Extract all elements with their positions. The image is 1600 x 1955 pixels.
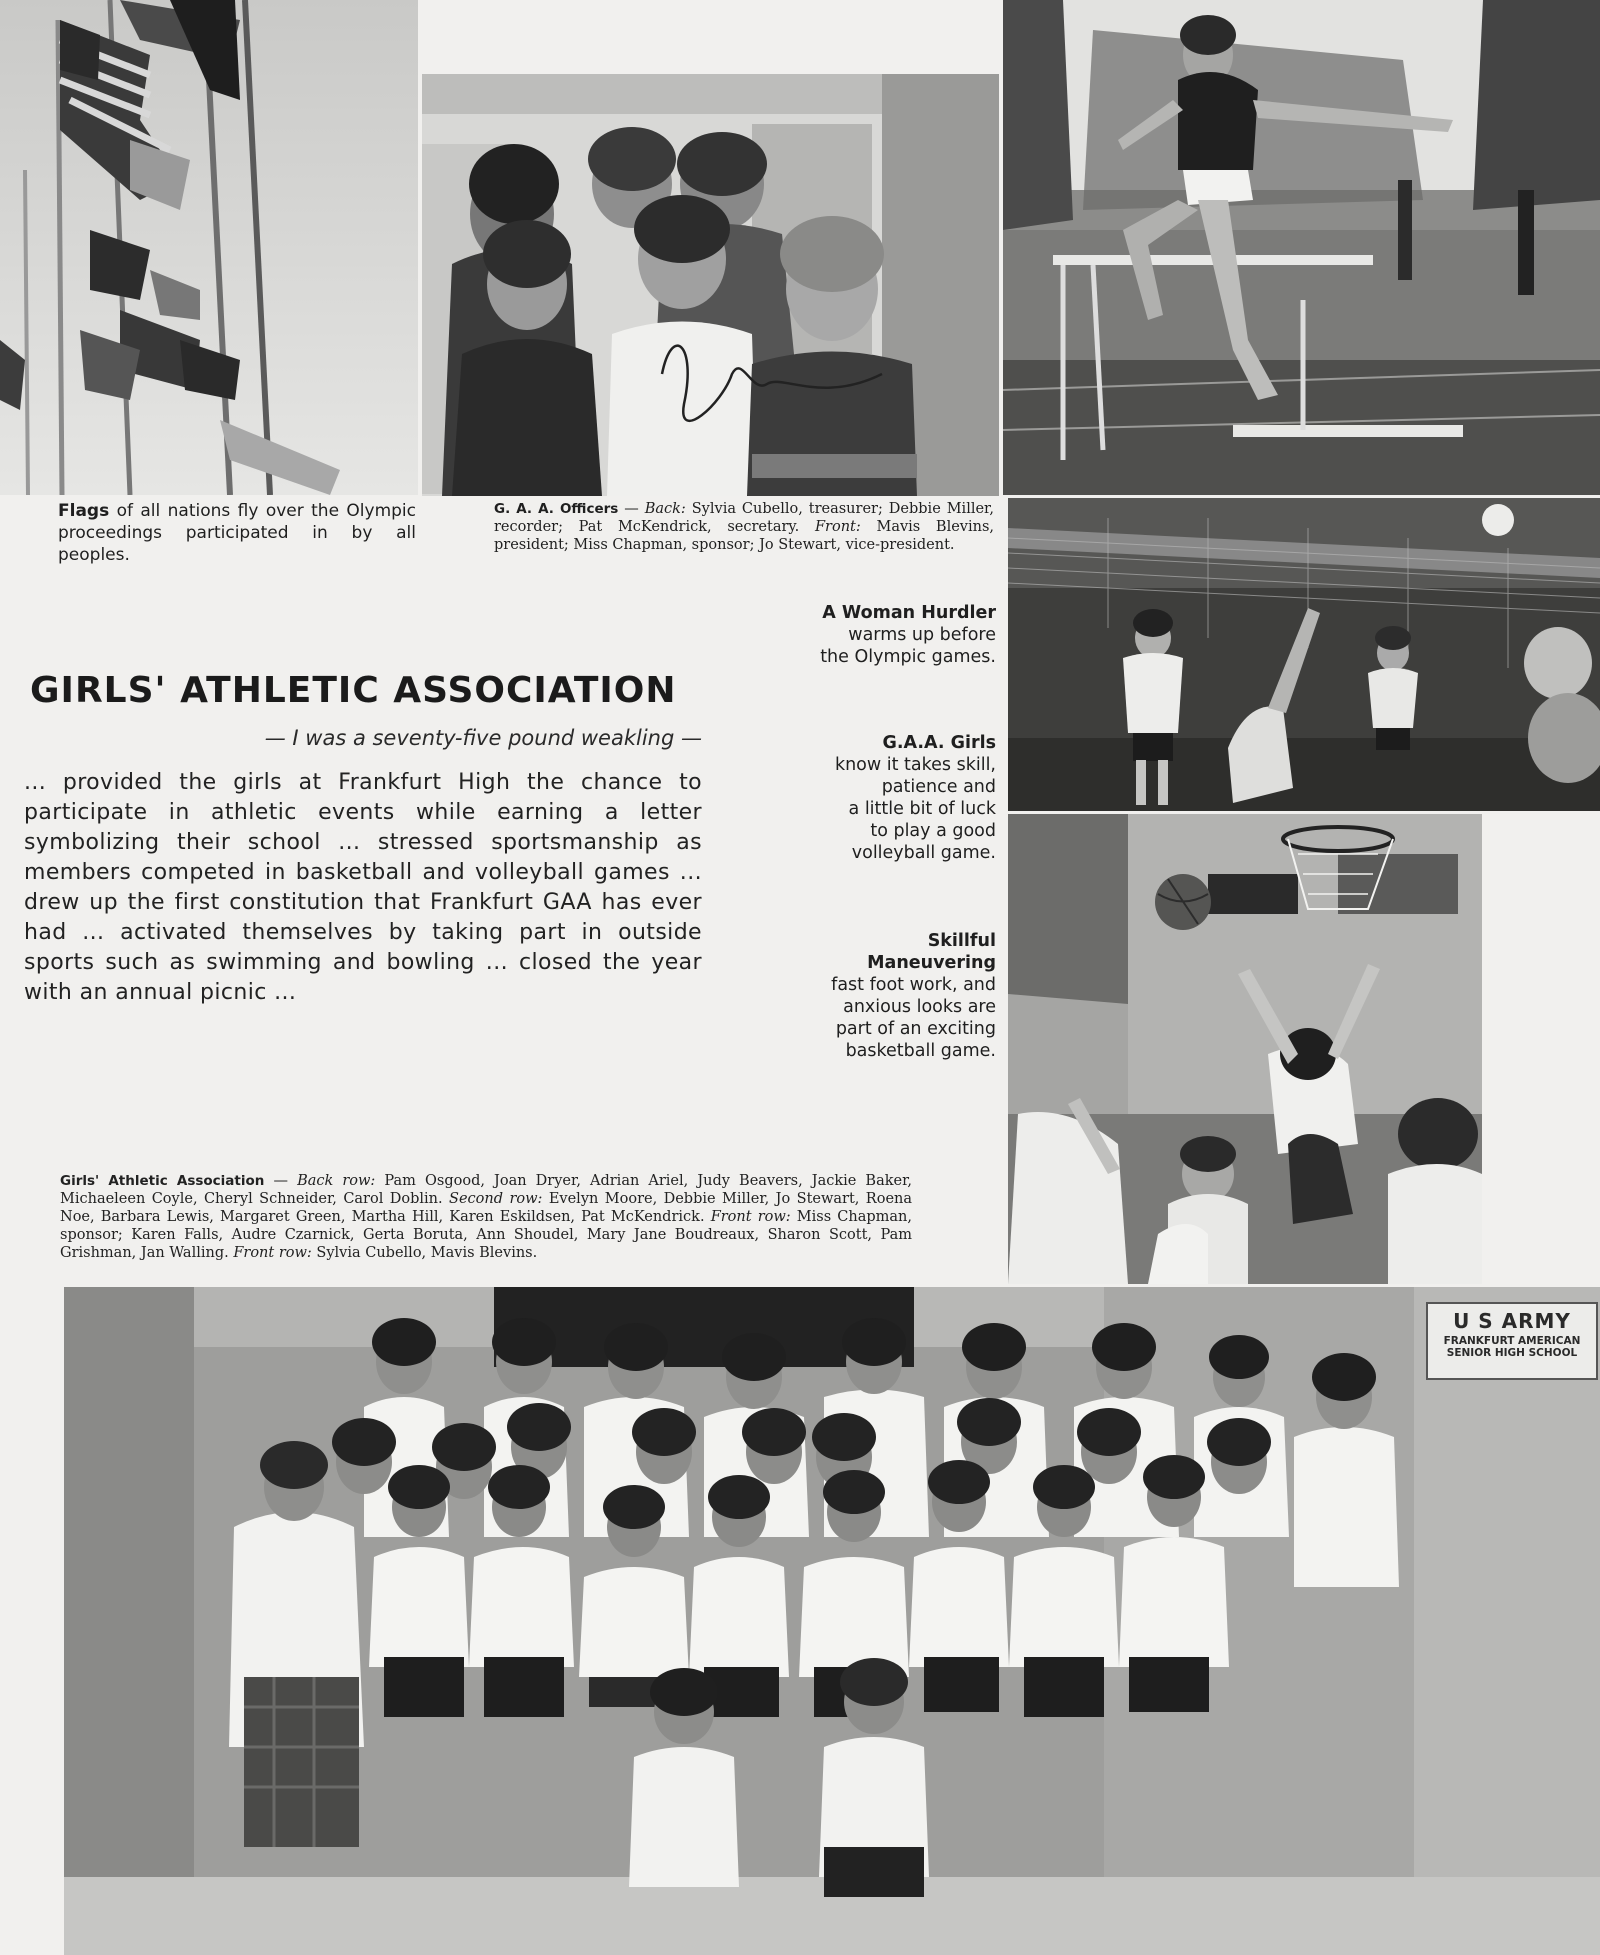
basketball-photo [1008,814,1482,1284]
army-sign [1427,1303,1597,1379]
page-title: GIRLS' ATHLETIC ASSOCIATION [30,670,677,711]
basketball-caption-line-3: part of an exciting [835,1019,996,1039]
hurdler-caption-heading: A Woman Hurdler [822,603,996,623]
officers-front-label: Front: [814,519,861,535]
volleyball-caption-line-1: know it takes skill, [834,755,996,775]
roster-front1-label: Front row: [710,1209,791,1225]
officers-back-label: Back: [644,501,686,517]
roster-heading: Girls' Athletic Association [60,1173,265,1189]
volleyball-caption-line-2: patience and [881,777,996,797]
roster-dash: — [273,1173,288,1189]
hurdler-photo [1003,0,1600,495]
basketball-caption-line-1: fast foot work, and [831,975,996,995]
officers-caption-heading: G. A. A. Officers [494,501,619,517]
roster-front2-label: Front row: [233,1245,312,1261]
officers-caption [494,500,994,554]
flags-photo [0,0,418,495]
volleyball-photo [1008,498,1600,811]
roster-back-text: Pam Osgood, Joan Dryer, Adrian Ariel, Judy Beavers, Jackie Baker, Michaeleen Coyle, Cheryl Schneider, Carol Doblin. [60,1173,913,1207]
group-photo [64,1287,1600,1955]
hurdler-caption-line-2: the Olympic games. [820,647,996,667]
basketball-caption-line-2: anxious looks are [843,997,996,1017]
roster-front1-text: Miss Chapman, sponsor; Karen Falls, Audre Czarnick, Gerta Boruta, Ann Shoudel, Mary Jane Boudreaux, Sharon Scott, Pam Grishman, Jan Walling. [60,1209,912,1261]
basketball-caption-heading-2: Maneuvering [867,953,996,973]
flags-caption-text: of all nations fly over the Olympic proceedings participated in by all peoples. [58,501,417,565]
army-sign-line-2: FRANKFURT AMERICAN [1443,1335,1581,1347]
volleyball-caption-line-5: volleyball game. [851,843,996,863]
roster-back-label: Back row: [297,1173,376,1189]
roster-second-label: Second row: [449,1191,543,1207]
volleyball-caption-line-4: to play a good [870,821,996,841]
army-sign-line-1: U S ARMY [1453,1309,1571,1333]
volleyball-caption [720,732,996,864]
roster-front2-text: Sylvia Cubello, Mavis Blevins. [316,1245,538,1261]
volleyball-caption-heading: G.A.A. Girls [882,733,996,753]
officers-photo [422,74,999,496]
basketball-caption-heading-1: Skillful [927,931,996,951]
hurdler-caption [720,602,996,668]
officers-back-text: Sylvia Cubello, treasurer; Debbie Miller, recorder; Pat McKendrick, secretary. [494,501,994,535]
body-text: ... provided the girls at Frankfurt High the chance to participate in athletic events while earning a letter symbolizing their school ... stressed sportsmanship as members competed in basketball and volleyball games ... drew up the first constitution that Frankfurt GAA has ever had ... activated themselves by taking part in outside sports such as swimming and bowling ... closed the year with an annual picnic ... [24,770,702,1005]
officers-caption-dash: — [624,501,639,517]
flags-caption [58,500,416,566]
roster-second-text: Evelyn Moore, Debbie Miller, Jo Stewart, Roena Noe, Barbara Lewis, Margaret Green, Martha Hill, Karen Eskildsen, Pat McKendrick. [60,1191,913,1225]
officers-front-text: Mavis Blevins, president; Miss Chapman, sponsor; Jo Stewart, vice-president. [494,519,995,553]
army-sign-line-3: SENIOR HIGH SCHOOL [1446,1347,1578,1359]
basketball-caption [720,930,996,1062]
flags-caption-heading: Flags [58,501,110,521]
subtitle: — I was a seventy-five pound weakling — [264,726,702,750]
volleyball-caption-line-3: a little bit of luck [848,799,996,819]
basketball-caption-line-4: basketball game. [845,1041,996,1061]
hurdler-caption-line-1: warms up before [848,625,996,645]
roster-caption [60,1172,912,1262]
